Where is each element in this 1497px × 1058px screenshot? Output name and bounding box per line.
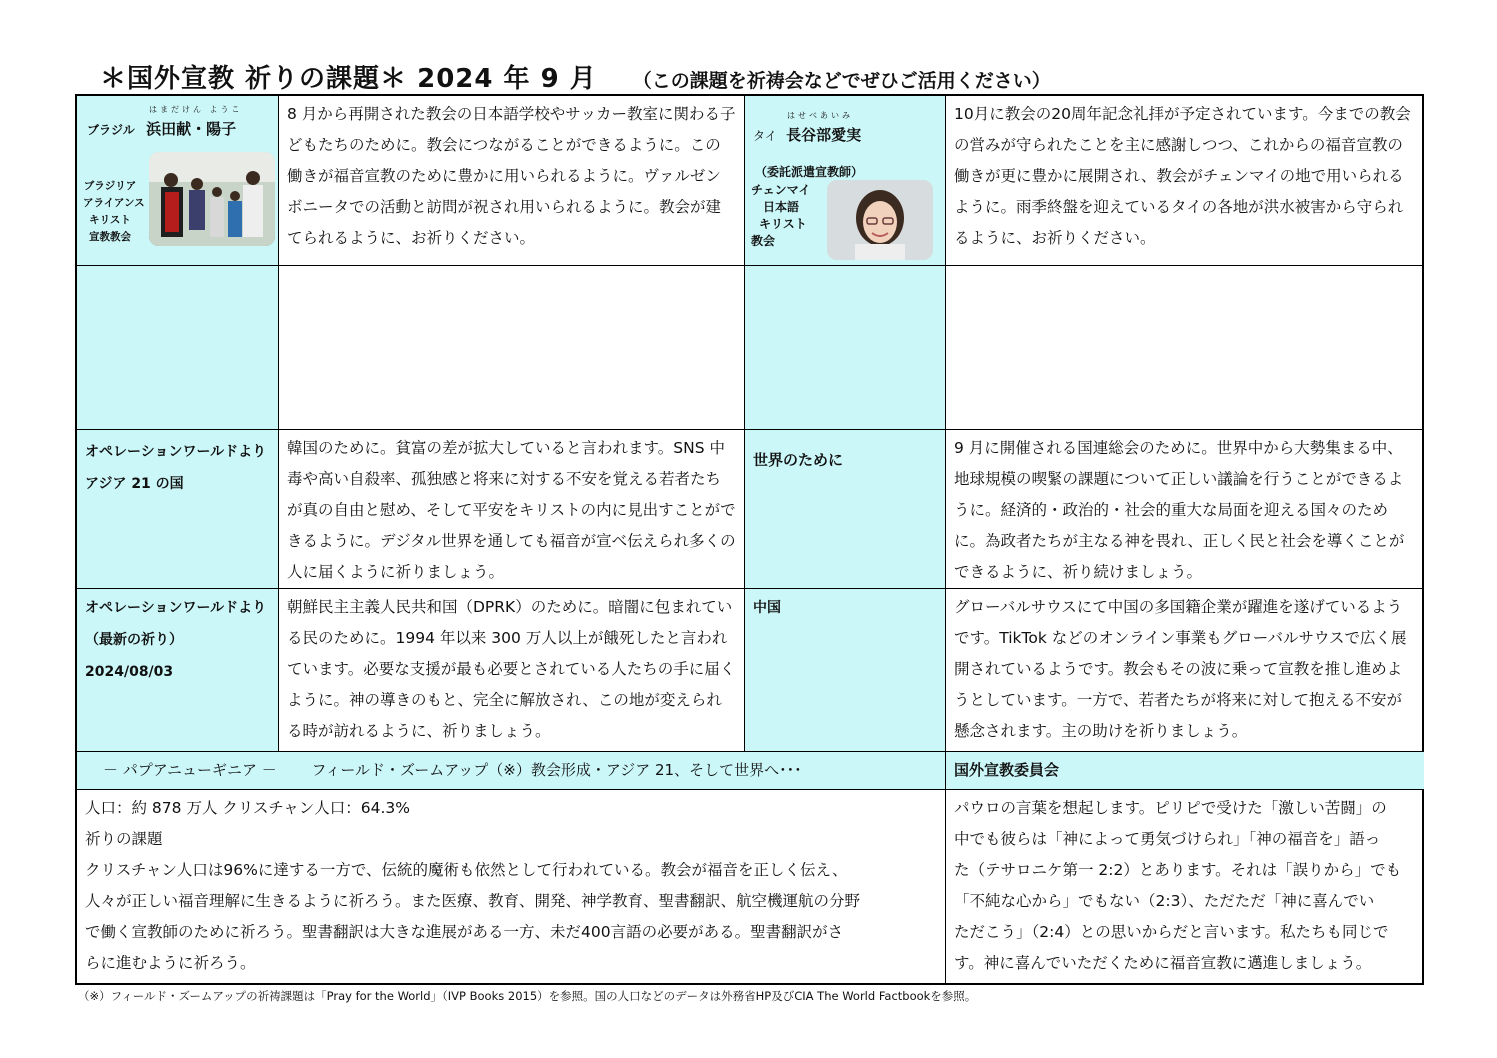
- png-population: 人口：約 878 万人 クリスチャン人口：64.3%: [85, 799, 411, 817]
- thailand-role: （委託派遣宣教師）: [755, 165, 864, 179]
- china-label-cell: 中国: [745, 589, 946, 752]
- asia-prayer-text: 韓国のために。貧富の差が拡大していると言われます。SNS 中毒や高い自殺率、孤独感と将来に対する不安を覚える若者たちが真の自由と慰め、そして平安をキリストの内に見出すことができるように。デジタル世界を通しても福音が宣べ伝えられ多くの人に届くように祈りましょう。: [279, 430, 745, 589]
- committee-line: ただこう」（2:4）との思いからだと言います。私たちも同じで: [954, 923, 1389, 941]
- empty-text-cell-left: [279, 266, 745, 430]
- latest-label-cell: オペレーションワールドより （最新の祈り） 2024/08/03: [77, 589, 279, 752]
- portrait-icon: [827, 180, 933, 260]
- png-line: で働く宣教師のために祈ろう。聖書翻訳は大きな進展がある一方、未だ400言語の必要がある。聖書翻訳がさ: [85, 923, 844, 941]
- brazil-missionary-name: 浜田献・陽子: [146, 120, 237, 138]
- brazil-prayer-text: 8 月から再開された教会の日本語学校やサッカー教室に関わる子どもたちのために。教会につながることができるように。この働きが福音宣教のために豊かに用いられるように。ヴァルゼンボニータでの活動と訪問が祝され用いられるように。教会が建てられるように、お祈りください。: [279, 96, 745, 266]
- empty-label-cell-right: [745, 266, 946, 430]
- png-line: らに進むように祈ろう。: [85, 954, 256, 972]
- thailand-missionary-name: 長谷部愛実: [786, 126, 862, 144]
- committee-line: 中でも彼らは「神によって勇気づけられ」「神の福音を」語っ: [954, 830, 1381, 848]
- thailand-country: タイ: [753, 129, 777, 143]
- brazil-ruby: はまだけん ようこ: [149, 105, 243, 114]
- thailand-label-cell: [745, 96, 946, 266]
- empty-text-cell-right: [946, 266, 1424, 430]
- brazil-country: ブラジル: [87, 123, 135, 137]
- title-main: ＊国外宣教 祈りの課題＊ 2024 年 9 月: [100, 64, 597, 94]
- thailand-missionary-photo: [827, 180, 933, 260]
- png-header-cell: － パプアニューギニア － フィールド・ズームアップ（※）教会形成・アジア 21、そして世界へ･･･: [77, 752, 946, 790]
- world-prayer-text: 9 月に開催される国連総会のために。世界中から大勢集まる中、地球規模の喫緊の課題について正しい議論を行うことができるように。経済的・政治的・社会的重大な局面を迎える国々のために。為政者たちが主なる神を畏れ、正しく民と社会を導くことができるように、祈り続けましょう。: [946, 430, 1424, 589]
- page-title: [100, 58, 1051, 94]
- brazil-church: ブラジリア アライアンス キリスト 宣教教会: [83, 180, 145, 243]
- empty-label-cell-left: [77, 266, 279, 430]
- thailand-heading: [753, 112, 861, 152]
- committee-body-cell: [946, 790, 1424, 983]
- png-body-cell: [77, 790, 946, 983]
- china-prayer-text: グローバルサウスにて中国の多国籍企業が躍進を遂げているようです。TikTok などのオンライン事業もグローバルサウスで広く展開されているようです。教会もその波に乗って宣教を推し進めようとしています。一方で、若者たちが将来に対して抱える不安が懸念されます。主の助けを祈りましょう。: [946, 589, 1424, 752]
- world-label-cell: 世界のために: [745, 430, 946, 589]
- dprk-prayer-text: 朝鮮民主主義人民共和国（DPRK）のために。暗闇に包まれている民のために。1994 年以来 300 万人以上が餓死したと言われています。必要な支援が最も必要とされている人たちの手に届くように。神の導きのもと、完全に解放され、この地が変えられる時が訪れるように、祈りましょう。: [279, 589, 745, 752]
- thailand-ruby: はせべあいみ: [787, 111, 853, 120]
- thailand-church: チェンマイ 日本語 キリスト 教会: [751, 183, 811, 248]
- committee-line: パウロの言葉を想起します。ピリピで受けた「激しい苦闘」の: [954, 799, 1387, 817]
- brazil-family-photo: [149, 152, 275, 246]
- png-line: 人々が正しい福音理解に生きるように祈ろう。また医療、教育、開発、神学教育、聖書翻訳、航空機運航の分野: [85, 892, 861, 910]
- committee-line: す。神に喜んでいただくために福音宣教に邁進しましょう。: [954, 954, 1372, 972]
- asia-label-cell: オペレーションワールドより アジア 21 の国: [77, 430, 279, 589]
- committee-header-cell: 国外宣教委員会: [946, 752, 1424, 790]
- committee-line: た（テサロニケ第一 2:2）とあります。それは「誤りから」でも: [954, 861, 1402, 879]
- footnote: （※）フィールド・ズームアップの祈祷課題は「Pray for the World」（IVP Books 2015）を参照。国の人口などのデータは外務省HP及びCIA The World Factbookを参照。: [78, 989, 977, 1003]
- prayer-table: [75, 94, 1424, 985]
- png-line: クリスチャン人口は96%に達する一方で、伝統的魔術も依然として行われている。教会が福音を正しく伝え、: [85, 861, 848, 879]
- brazil-heading: [87, 106, 243, 146]
- committee-line: 「不純な心から」でもない（2:3）、ただただ「神に喜んでい: [954, 892, 1375, 910]
- family-silhouettes-icon: [149, 152, 275, 246]
- title-subtitle: （この課題を祈祷会などでぜひご活用ください）: [632, 70, 1051, 92]
- brazil-label-cell: [77, 96, 279, 266]
- thailand-prayer-text: 10月に教会の20周年記念礼拝が予定されています。今までの教会の営みが守られたことを主に感謝しつつ、これからの福音宣教の働きが更に豊かに展開され、教会がチェンマイの地で用いられるように。雨季終盤を迎えているタイの各地が洪水被害から守られるように、お祈りください。: [946, 96, 1424, 266]
- png-topic-label: 祈りの課題: [85, 830, 163, 848]
